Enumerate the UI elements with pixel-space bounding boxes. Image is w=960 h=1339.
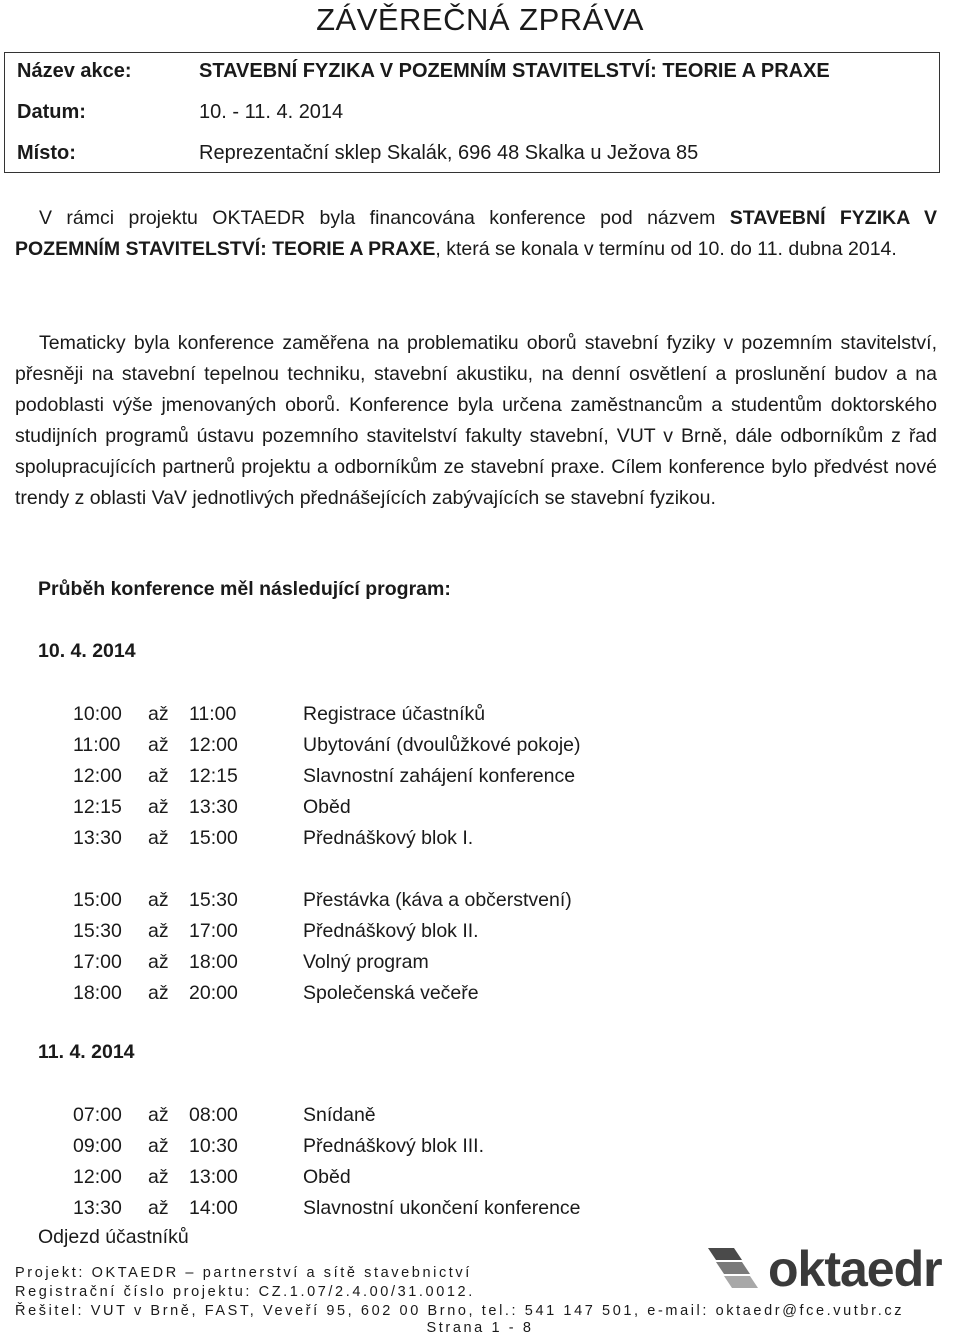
schedule-activity: Oběd xyxy=(303,1166,351,1188)
schedule-end-time: 18:00 xyxy=(189,951,238,973)
intro-conference-name: STAVEBNÍ FYZIKA V POZEMNÍM STAVITELSTVÍ: TEORIE A PRAXE xyxy=(15,207,937,260)
schedule-activity: Přednáškový blok II. xyxy=(303,920,479,942)
schedule-activity: Registrace účastníků xyxy=(303,703,486,725)
footer-registration: Registrační číslo projektu: CZ.1.07/2.4.00/31.0012. xyxy=(15,1284,475,1300)
schedule-activity: Volný program xyxy=(303,951,429,973)
schedule-end-time: 15:00 xyxy=(189,827,238,849)
schedule-start-time: 13:30 xyxy=(73,827,122,849)
schedule-separator: až xyxy=(148,920,169,942)
schedule-separator: až xyxy=(148,1166,169,1188)
schedule-start-time: 15:30 xyxy=(73,920,122,942)
schedule-start-time: 15:00 xyxy=(73,889,122,911)
schedule-end-time: 20:00 xyxy=(189,982,238,1004)
schedule-activity: Oběd xyxy=(303,796,351,818)
schedule-end-time: 13:30 xyxy=(189,796,238,818)
schedule-start-time: 13:30 xyxy=(73,1197,122,1219)
page-number: Strana 1 - 8 xyxy=(426,1320,534,1336)
schedule-end-time: 11:00 xyxy=(189,703,237,725)
schedule-end-time: 14:00 xyxy=(189,1197,238,1219)
schedule-activity: Snídaně xyxy=(303,1104,376,1126)
departure-note: Odjezd účastníků xyxy=(38,1226,189,1248)
schedule-start-time: 17:00 xyxy=(73,951,122,973)
oktaedr-logo xyxy=(706,1240,960,1300)
schedule-start-time: 11:00 xyxy=(73,734,121,756)
program-heading: Průběh konference měl následující program: xyxy=(38,578,451,600)
schedule-start-time: 09:00 xyxy=(73,1135,122,1157)
schedule-activity: Společenská večeře xyxy=(303,982,479,1004)
event-info-box xyxy=(4,52,940,173)
schedule-start-time: 12:00 xyxy=(73,765,122,787)
schedule-end-time: 15:30 xyxy=(189,889,238,911)
schedule-end-time: 17:00 xyxy=(189,920,238,942)
body-paragraph-text: Tematicky byla konference zaměřena na problematiku oborů stavební fyziky v pozemním stavitelství, přesněji na stavební tepelnou techniku, stavební akustiku, na denní osvětlení a proslunění budov a na podoblasti výše jmenovaných oborů. Konference byla určena zaměstnancům a studentům doktorského studijních programů ústavu pozemního stavitelství fakulty stavební, VUT v Brně, dále odborníkům z řad spolupracujících partnerů projektu a odborníkům ze stavební praxe. Cílem konference bylo předvést nové trendy z oblasti VaV jednotlivých přednášejících zabývajících se stavební fyzikou. xyxy=(15,332,937,509)
schedule-activity: Slavnostní ukončení konference xyxy=(303,1197,581,1219)
schedule-end-time: 12:00 xyxy=(189,734,238,756)
schedule-activity: Přednáškový blok III. xyxy=(303,1135,485,1157)
document-title: ZÁVĚREČNÁ ZPRÁVA xyxy=(316,2,644,37)
schedule-separator: až xyxy=(148,1104,169,1126)
schedule-end-time: 13:00 xyxy=(189,1166,238,1188)
schedule-start-time: 10:00 xyxy=(73,703,122,725)
schedule-start-time: 12:00 xyxy=(73,1166,122,1188)
schedule-separator: až xyxy=(148,796,169,818)
event-name-label: Název akce: xyxy=(17,60,132,82)
schedule-end-time: 08:00 xyxy=(189,1104,238,1126)
day2-date: 11. 4. 2014 xyxy=(38,1041,135,1063)
event-date-value: 10. - 11. 4. 2014 xyxy=(199,101,344,123)
oktaedr-logo-icon xyxy=(706,1246,766,1292)
event-place-label: Místo: xyxy=(17,142,76,164)
intro-text-after: , která se konala v termínu od 10. do 11. dubna 2014. xyxy=(435,238,897,260)
schedule-separator: až xyxy=(148,951,169,973)
schedule-activity: Přednáškový blok I. xyxy=(303,827,474,849)
intro-text-before: V rámci projektu OKTAEDR byla financována konference pod názvem xyxy=(39,207,730,229)
event-date-label: Datum: xyxy=(17,101,86,123)
oktaedr-logo-text: oktaedr xyxy=(768,1241,942,1297)
schedule-end-time: 12:15 xyxy=(189,765,238,787)
schedule-separator: až xyxy=(148,982,169,1004)
event-place-value: Reprezentační sklep Skalák, 696 48 Skalka u Ježova 85 xyxy=(199,142,699,164)
schedule-activity: Ubytování (dvoulůžkové pokoje) xyxy=(303,734,581,756)
schedule-separator: až xyxy=(148,703,169,725)
schedule-separator: až xyxy=(148,1197,169,1219)
footer-project: Projekt: OKTAEDR – partnerství a sítě stavebnictví xyxy=(15,1265,472,1281)
schedule-separator: až xyxy=(148,1135,169,1157)
schedule-end-time: 10:30 xyxy=(189,1135,238,1157)
event-name-value: STAVEBNÍ FYZIKA V POZEMNÍM STAVITELSTVÍ: TEORIE A PRAXE xyxy=(199,60,830,82)
schedule-start-time: 18:00 xyxy=(73,982,122,1004)
schedule-separator: až xyxy=(148,827,169,849)
body-paragraph xyxy=(15,328,937,514)
schedule-separator: až xyxy=(148,765,169,787)
schedule-start-time: 12:15 xyxy=(73,796,122,818)
schedule-activity: Přestávka (káva a občerstvení) xyxy=(303,889,572,911)
schedule-start-time: 07:00 xyxy=(73,1104,122,1126)
footer-contact: Řešitel: VUT v Brně, FAST, Veveří 95, 602 00 Brno, tel.: 541 147 501, e-mail: oktaedr@fce.vutbr.cz xyxy=(15,1303,905,1319)
schedule-separator: až xyxy=(148,734,169,756)
day1-date: 10. 4. 2014 xyxy=(38,640,136,662)
schedule-activity: Slavnostní zahájení konference xyxy=(303,765,576,787)
schedule-separator: až xyxy=(148,889,169,911)
intro-paragraph xyxy=(15,203,937,265)
